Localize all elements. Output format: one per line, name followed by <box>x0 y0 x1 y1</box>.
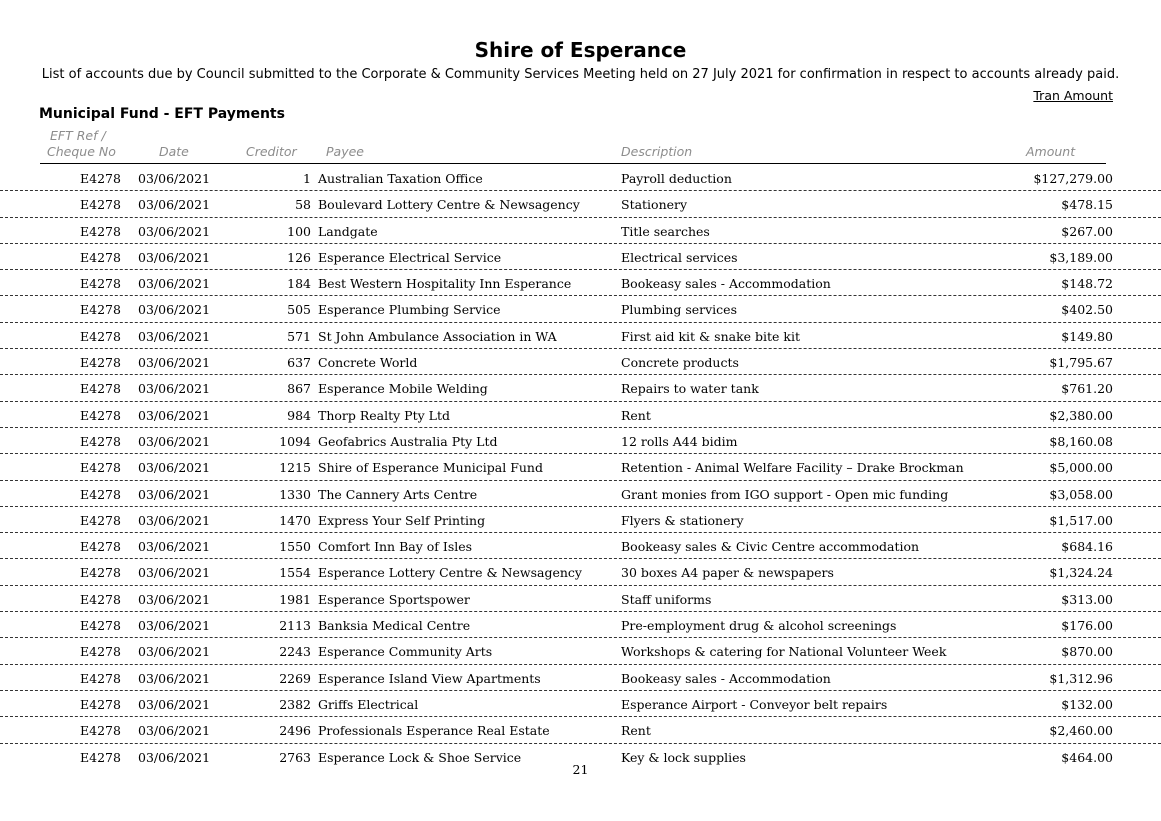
row-ref: E4278 <box>80 460 121 476</box>
column-header-ref-line2: Cheque No <box>47 144 116 159</box>
row-payee: Banksia Medical Centre <box>318 618 471 634</box>
row-description: First aid kit & snake bite kit <box>621 328 801 344</box>
row-description: Workshops & catering for National Volunteer Week <box>621 644 947 660</box>
row-creditor: 1550 <box>279 539 311 555</box>
row-description: Electrical services <box>621 249 738 265</box>
row-creditor: 1981 <box>279 591 311 607</box>
row-creditor: 1215 <box>279 460 311 476</box>
row-ref: E4278 <box>80 302 121 318</box>
row-payee: The Cannery Arts Centre <box>318 486 478 502</box>
column-header-amount: Amount <box>1026 144 1076 159</box>
row-payee: Esperance Lottery Centre & Newsagency <box>318 565 582 581</box>
table-row <box>0 219 1161 244</box>
row-description: Pre-employment drug & alcohol screenings <box>621 618 897 634</box>
row-date: 03/06/2021 <box>138 486 211 502</box>
row-ref: E4278 <box>80 670 121 686</box>
table-row <box>0 613 1161 638</box>
row-payee: Esperance Electrical Service <box>318 249 502 265</box>
row-description: Flyers & stationery <box>621 512 744 528</box>
document-title: Shire of Esperance <box>474 38 687 62</box>
table-row <box>0 192 1161 217</box>
row-amount: $1,324.24 <box>1049 565 1113 581</box>
row-payee: Landgate <box>318 223 378 239</box>
row-amount: $267.00 <box>1061 223 1113 239</box>
row-creditor: 984 <box>287 407 311 423</box>
table-row <box>0 376 1161 401</box>
row-date: 03/06/2021 <box>138 749 211 765</box>
row-payee: St John Ambulance Association in WA <box>318 328 557 344</box>
row-ref: E4278 <box>80 197 121 213</box>
row-description: Payroll deduction <box>621 171 732 186</box>
row-amount: $2,460.00 <box>1049 723 1113 739</box>
row-ref: E4278 <box>80 433 121 449</box>
row-ref: E4278 <box>80 223 121 239</box>
payments-table <box>0 166 1161 770</box>
row-ref: E4278 <box>80 249 121 265</box>
row-amount: $1,312.96 <box>1049 670 1113 686</box>
row-description: Title searches <box>621 223 710 239</box>
row-description: Plumbing services <box>621 302 737 318</box>
row-ref: E4278 <box>80 171 121 186</box>
row-description: Staff uniforms <box>621 591 712 607</box>
row-payee: Best Western Hospitality Inn Esperance <box>318 276 572 292</box>
row-amount: $313.00 <box>1061 591 1113 607</box>
row-description: Repairs to water tank <box>621 381 759 397</box>
row-payee: Boulevard Lottery Centre & Newsagency <box>318 197 580 213</box>
row-creditor: 1094 <box>279 433 311 449</box>
table-row <box>0 639 1161 664</box>
page-number: 21 <box>572 762 589 777</box>
row-creditor: 1470 <box>279 512 311 528</box>
table-row <box>0 560 1161 585</box>
row-payee: Concrete World <box>318 355 418 371</box>
table-row <box>0 324 1161 349</box>
row-creditor: 571 <box>287 328 311 344</box>
row-amount: $127,279.00 <box>1033 171 1113 186</box>
table-row <box>0 271 1161 296</box>
row-date: 03/06/2021 <box>138 355 211 371</box>
row-date: 03/06/2021 <box>138 512 211 528</box>
document-subtitle: List of accounts due by Council submitted to the Corporate & Community Services Meeting held on 27 July 2021 for confirmation in respect to accounts already paid. <box>41 67 1120 82</box>
row-ref: E4278 <box>80 486 121 502</box>
row-amount: $761.20 <box>1061 381 1113 397</box>
row-date: 03/06/2021 <box>138 723 211 739</box>
row-date: 03/06/2021 <box>138 302 211 318</box>
row-creditor: 637 <box>287 355 311 371</box>
row-creditor: 2243 <box>279 644 311 660</box>
row-amount: $3,189.00 <box>1049 249 1113 265</box>
row-description: Bookeasy sales - Accommodation <box>621 276 831 292</box>
section-heading: Municipal Fund - EFT Payments <box>39 106 285 122</box>
row-description: 30 boxes A4 paper & newspapers <box>621 565 834 581</box>
row-description: Bookeasy sales - Accommodation <box>621 670 831 686</box>
row-payee: Geofabrics Australia Pty Ltd <box>318 433 498 449</box>
row-ref: E4278 <box>80 381 121 397</box>
table-row <box>0 455 1161 480</box>
row-date: 03/06/2021 <box>138 223 211 239</box>
table-row <box>0 692 1161 717</box>
row-amount: $2,380.00 <box>1049 407 1113 423</box>
row-ref: E4278 <box>80 328 121 344</box>
row-amount: $464.00 <box>1061 749 1113 765</box>
header-divider <box>40 163 1106 164</box>
row-date: 03/06/2021 <box>138 644 211 660</box>
row-description: Grant monies from IGO support - Open mic funding <box>621 486 949 502</box>
row-payee: Esperance Lock & Shoe Service <box>318 749 522 765</box>
row-payee: Professionals Esperance Real Estate <box>318 723 550 739</box>
row-amount: $5,000.00 <box>1049 460 1113 476</box>
tran-amount-label: Tran Amount <box>1033 88 1113 103</box>
row-amount: $148.72 <box>1061 276 1113 292</box>
row-description: Bookeasy sales & Civic Centre accommodation <box>621 539 920 555</box>
row-description: 12 rolls A44 bidim <box>621 433 738 449</box>
row-ref: E4278 <box>80 565 121 581</box>
row-date: 03/06/2021 <box>138 591 211 607</box>
row-ref: E4278 <box>80 696 121 712</box>
row-date: 03/06/2021 <box>138 670 211 686</box>
table-row <box>0 245 1161 270</box>
row-description: Esperance Airport - Conveyor belt repairs <box>621 696 888 712</box>
row-date: 03/06/2021 <box>138 565 211 581</box>
table-row <box>0 403 1161 428</box>
row-payee: Esperance Island View Apartments <box>318 670 541 686</box>
row-amount: $402.50 <box>1061 302 1113 318</box>
table-row <box>0 482 1161 507</box>
row-ref: E4278 <box>80 512 121 528</box>
row-description: Rent <box>621 407 651 423</box>
column-header-description: Description <box>621 144 693 159</box>
table-row <box>0 350 1161 375</box>
row-ref: E4278 <box>80 591 121 607</box>
row-payee: Shire of Esperance Municipal Fund <box>318 460 543 476</box>
row-ref: E4278 <box>80 355 121 371</box>
row-date: 03/06/2021 <box>138 328 211 344</box>
row-ref: E4278 <box>80 749 121 765</box>
row-creditor: 58 <box>295 197 311 213</box>
row-amount: $176.00 <box>1061 618 1113 634</box>
row-creditor: 2113 <box>279 618 311 634</box>
row-creditor: 1 <box>303 171 311 186</box>
row-payee: Australian Taxation Office <box>318 171 483 186</box>
row-date: 03/06/2021 <box>138 460 211 476</box>
row-ref: E4278 <box>80 644 121 660</box>
row-date: 03/06/2021 <box>138 171 211 186</box>
table-row <box>0 587 1161 612</box>
row-payee: Comfort Inn Bay of Isles <box>318 539 473 555</box>
row-creditor: 505 <box>287 302 311 318</box>
row-creditor: 1554 <box>279 565 311 581</box>
row-creditor: 2496 <box>279 723 311 739</box>
column-header-ref-line1: EFT Ref / <box>50 128 106 143</box>
table-row <box>0 166 1161 191</box>
table-row <box>0 508 1161 533</box>
table-row <box>0 534 1161 559</box>
row-creditor: 2269 <box>279 670 311 686</box>
row-date: 03/06/2021 <box>138 433 211 449</box>
row-amount: $3,058.00 <box>1049 486 1113 502</box>
column-header-date: Date <box>159 144 189 159</box>
row-amount: $1,795.67 <box>1049 355 1113 371</box>
row-date: 03/06/2021 <box>138 618 211 634</box>
table-row <box>0 718 1161 743</box>
row-amount: $1,517.00 <box>1049 512 1113 528</box>
row-creditor: 1330 <box>279 486 311 502</box>
row-payee: Esperance Sportspower <box>318 591 470 607</box>
row-description: Key & lock supplies <box>621 749 746 765</box>
row-description: Concrete products <box>621 355 739 371</box>
row-amount: $870.00 <box>1061 644 1113 660</box>
row-date: 03/06/2021 <box>138 381 211 397</box>
table-row <box>0 666 1161 691</box>
row-creditor: 2382 <box>279 696 311 712</box>
row-ref: E4278 <box>80 723 121 739</box>
row-payee: Thorp Realty Pty Ltd <box>318 407 450 423</box>
row-payee: Esperance Plumbing Service <box>318 302 501 318</box>
row-ref: E4278 <box>80 276 121 292</box>
row-creditor: 867 <box>287 381 311 397</box>
row-amount: $8,160.08 <box>1049 433 1113 449</box>
row-date: 03/06/2021 <box>138 407 211 423</box>
column-header-creditor: Creditor <box>246 144 297 159</box>
row-description: Stationery <box>621 197 688 213</box>
row-date: 03/06/2021 <box>138 539 211 555</box>
row-date: 03/06/2021 <box>138 276 211 292</box>
row-amount: $132.00 <box>1061 696 1113 712</box>
table-row <box>0 429 1161 454</box>
row-creditor: 2763 <box>279 749 311 765</box>
row-ref: E4278 <box>80 539 121 555</box>
row-date: 03/06/2021 <box>138 197 211 213</box>
row-payee: Esperance Community Arts <box>318 644 493 660</box>
row-creditor: 184 <box>287 276 311 292</box>
row-creditor: 100 <box>287 223 311 239</box>
row-payee: Esperance Mobile Welding <box>318 381 488 397</box>
row-description: Rent <box>621 723 651 739</box>
row-description: Retention - Animal Welfare Facility – Drake Brockman <box>621 460 964 476</box>
row-amount: $684.16 <box>1061 539 1113 555</box>
row-amount: $478.15 <box>1061 197 1113 213</box>
row-creditor: 126 <box>287 249 311 265</box>
table-row <box>0 297 1161 322</box>
row-payee: Express Your Self Printing <box>318 512 486 528</box>
row-ref: E4278 <box>80 407 121 423</box>
column-header-payee: Payee <box>326 144 364 159</box>
row-date: 03/06/2021 <box>138 696 211 712</box>
row-date: 03/06/2021 <box>138 249 211 265</box>
row-payee: Griffs Electrical <box>318 696 419 712</box>
row-amount: $149.80 <box>1061 328 1113 344</box>
row-ref: E4278 <box>80 618 121 634</box>
